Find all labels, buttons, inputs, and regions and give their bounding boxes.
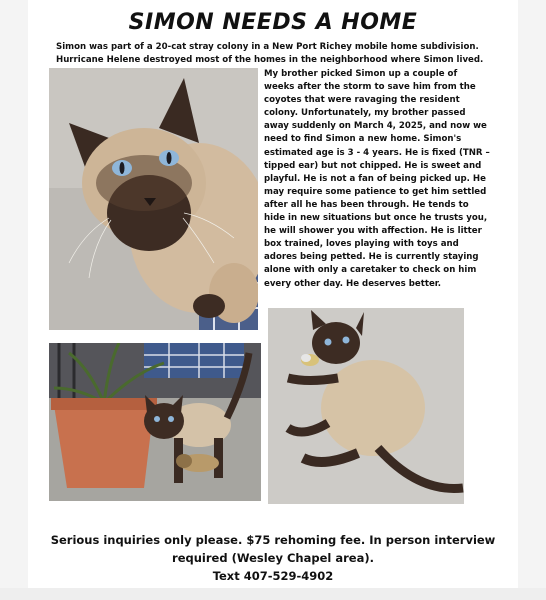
contact-footer — [46, 531, 500, 585]
flyer-page — [28, 0, 518, 588]
photo-simon-lying — [268, 308, 464, 504]
story-paragraph: My brother picked Simon up a couple of weeks after the storm to save him from the coyotes that were ravaging the resident colony. Unfortunately, my brother passed away suddenly on March 4, 2025, and now we need to find Simon a new home. Simon's estimated age is 3 - 4 years. He is fixed (TNR – tipped ear) but not chipped. He is sweet and playful. He is not a fan of being picked up. He may require some patience to get him settled after all he has been through. He tends to hide in new situations but once he trusts you, he will shower you with affection. He is litter box trained, loves playing with toys and adores being petted. He is currently staying alone with only a caretaker to check on him every other day. He deserves better. — [264, 69, 490, 289]
footer-inquiry-text: Serious inquiries only please. $75 rehoming fee. In person interview required (Wesley Chapel area). — [50, 533, 496, 565]
flyer-title: SIMON NEEDS A HOME — [128, 10, 418, 35]
footer-phone-text: Text 407-529-4902 — [212, 569, 334, 583]
page-bottom-margin — [0, 588, 546, 600]
intro-paragraph: Simon was part of a 20-cat stray colony in a New Port Richey mobile home subdivision. Hurricane Helene destroyed most of the homes in the neighborhood where Simon lived. — [56, 42, 484, 65]
photo-simon-closeup — [49, 68, 258, 330]
photo-simon-with-toy — [49, 343, 261, 501]
